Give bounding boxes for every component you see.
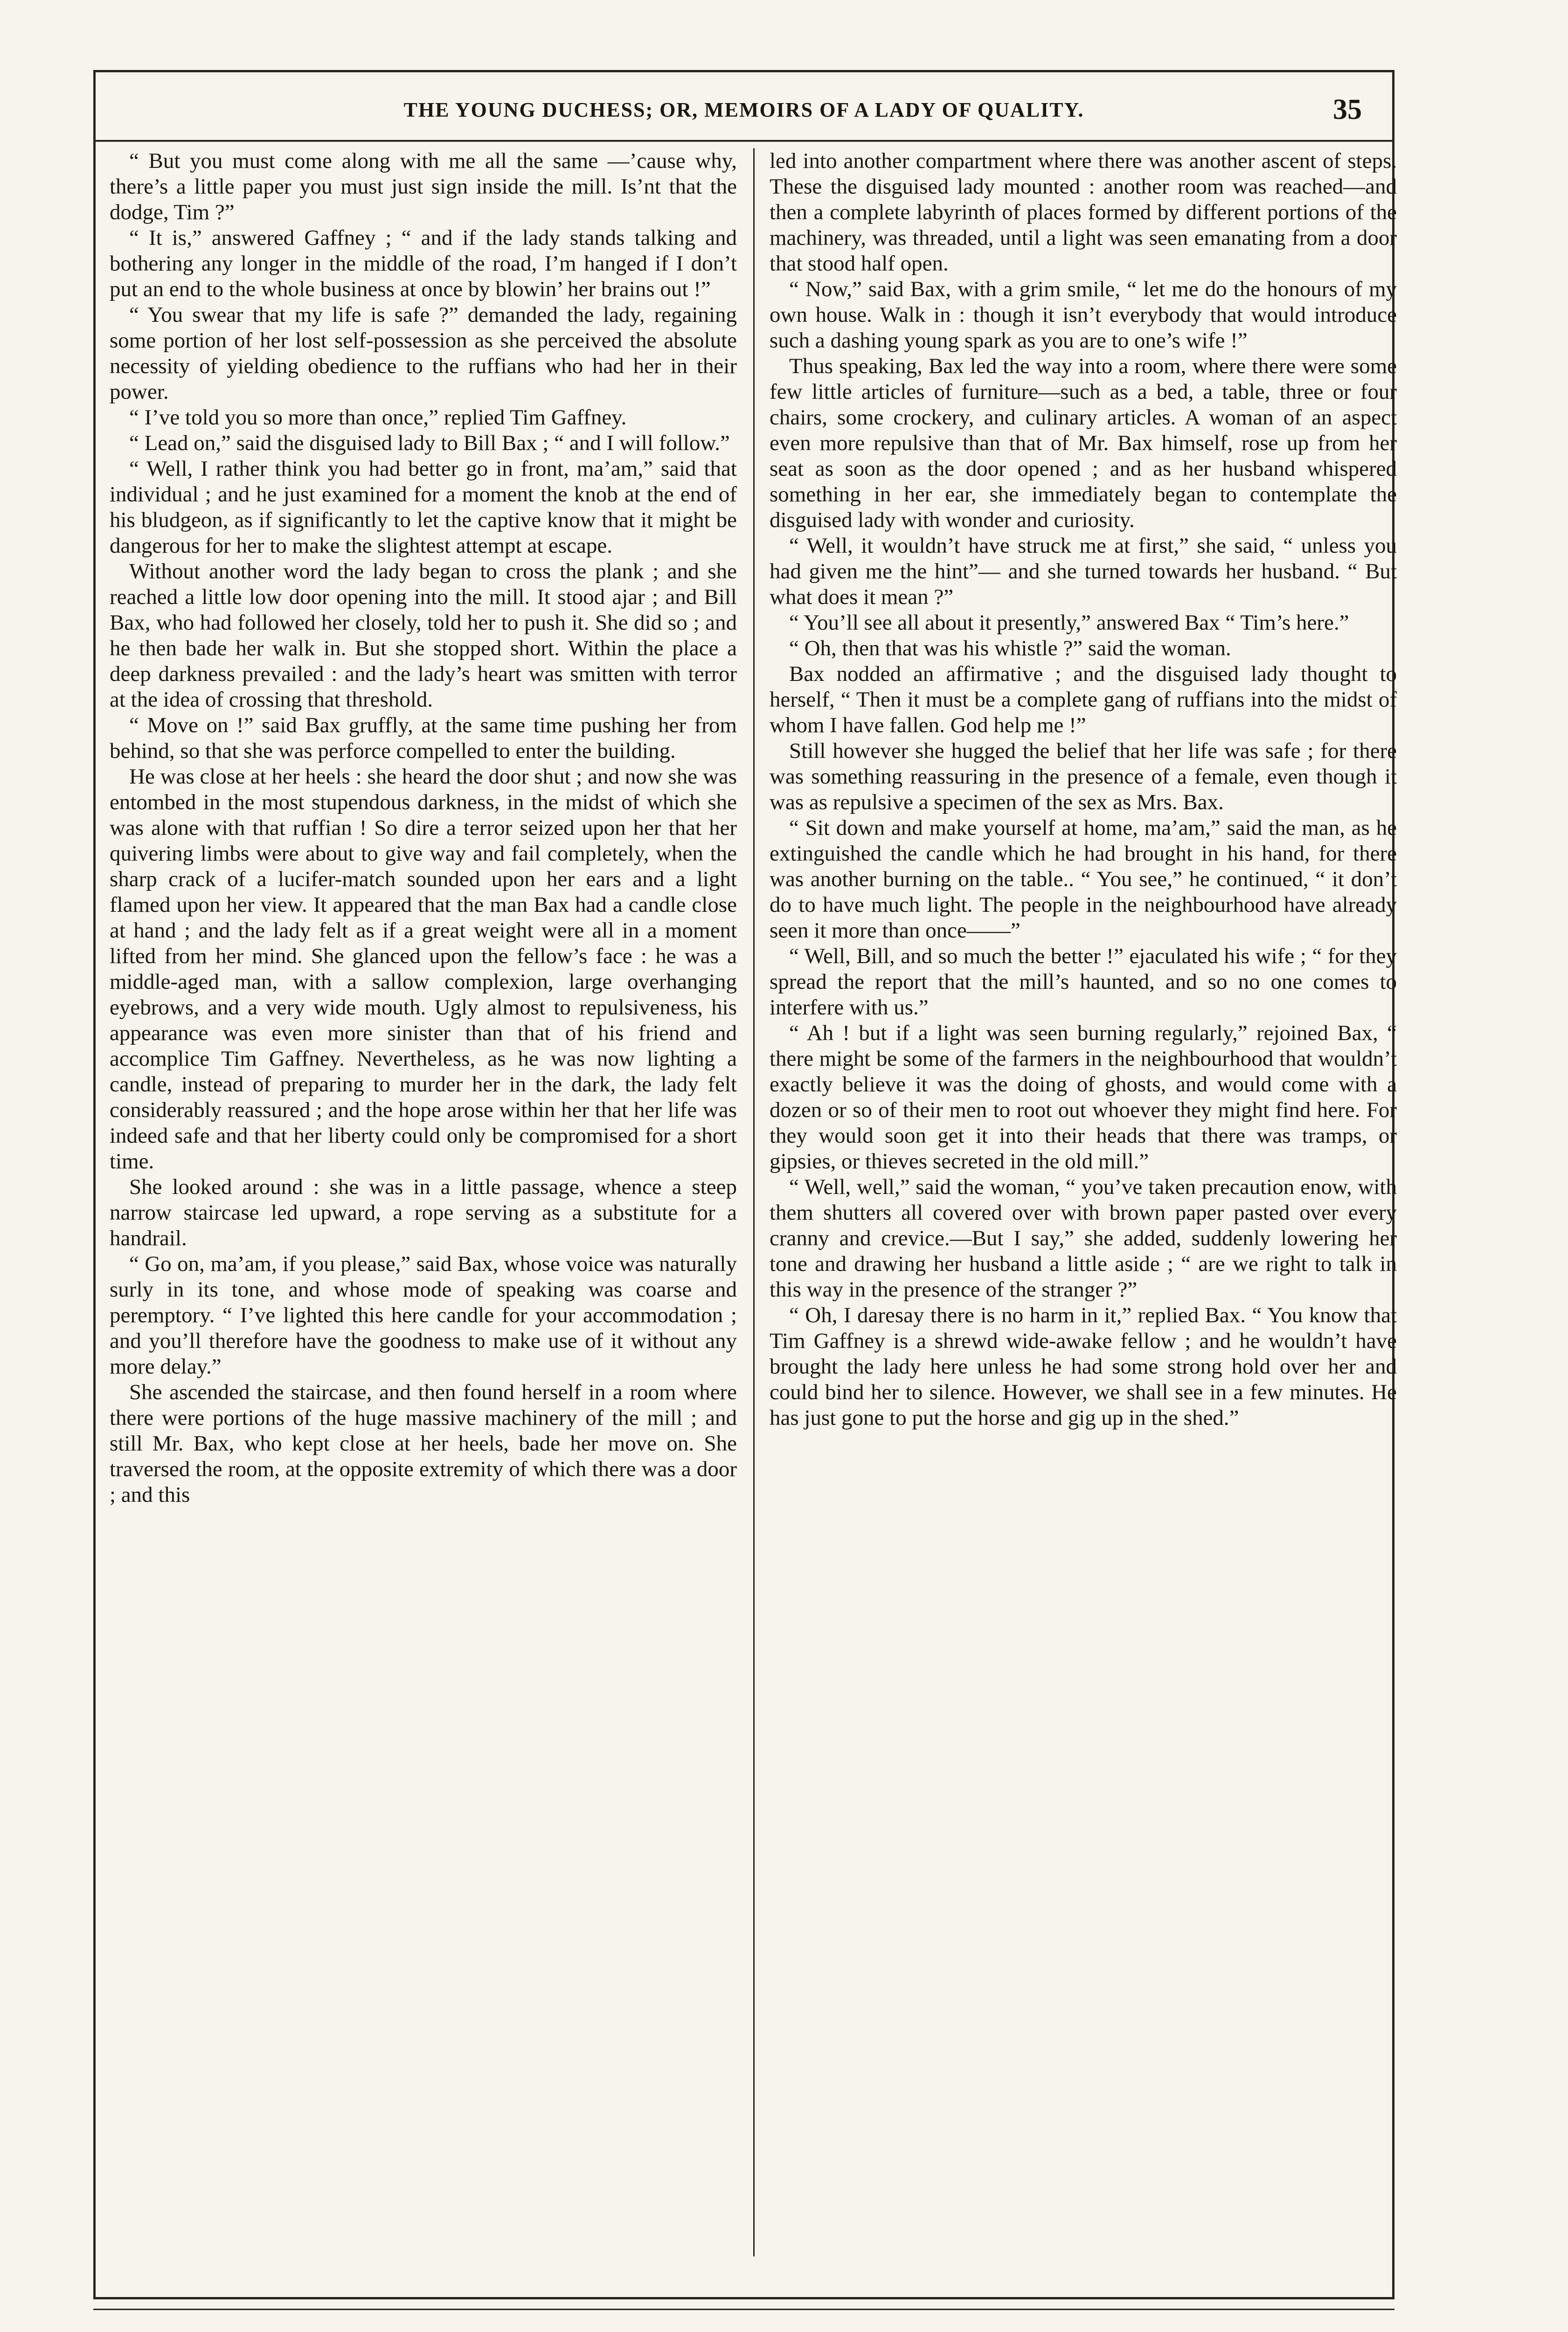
paragraph: She ascended the staircase, and then found herself in a room where there were portions of the huge massive machinery of the mill ; and still Mr. Bax, who kept close at her heels, bade her move on. She traversed the room, at the opposite extremity of which there was a door ; and this <box>110 1380 737 1507</box>
column-divider <box>753 148 755 2256</box>
paragraph: “ Oh, I daresay there is no harm in it,” replied Bax. “ You know that Tim Gaffney is a shrewd wide-awake fellow ; and he wouldn’t have brought the lady here unless he had some strong hold over her and could bind her to silence. However, we shall see in a few minutes. He has just gone to put the horse and gig up in the shed.” <box>770 1303 1397 1430</box>
paragraph: Thus speaking, Bax led the way into a room, where there were some few little articles of furniture—such as a bed, a table, three or four chairs, some crockery, and culinary articles. A woman of an aspect even more repulsive than that of Mr. Bax himself, rose up from her seat as soon as the door opened ; and as her husband whispered something in her ear, she immediately began to contemplate the disguised lady with wonder and curiosity. <box>770 354 1397 532</box>
running-title: THE YOUNG DUCHESS; OR, MEMOIRS OF A LADY OF QUALITY. <box>403 98 1084 121</box>
paragraph: “ Now,” said Bax, with a grim smile, “ let me do the honours of my own house. Walk in : though it isn’t everybody that would introduce such a dashing young spark as you are to one’s wife !” <box>770 277 1397 353</box>
paragraph: “ Sit down and make yourself at home, ma’am,” said the man, as he extinguished the candle which he had brought in his hand, for there was another burning on the table.. “ You see,” he continued, “ it don’t do to have much light. The people in the neighbourhood have already seen it more than once——” <box>770 816 1397 943</box>
paragraph: Bax nodded an affirmative ; and the disguised lady thought to herself, “ Then it must be a complete gang of ruffians into the midst of whom I have fallen. God help me !” <box>770 662 1397 737</box>
paragraph: “ But you must come along with me all the same —’cause why, there’s a little paper you must just sign inside the mill. Is’nt that the dodge, Tim ?” <box>110 149 737 224</box>
paragraph: Without another word the lady began to cross the plank ; and she reached a little low door opening into the mill. It stood ajar ; and Bill Bax, who had followed her closely, told her to push it. She did so ; and he then bade her walk in. But she stopped short. Within the place a deep darkness prevailed : and the lady’s heart was smitten with terror at the idea of crossing that threshold. <box>110 559 737 712</box>
paragraph: Still however she hugged the belief that her life was safe ; for there was something reassuring in the presence of a female, even though it was as repulsive a specimen of the sex as Mrs. Bax. <box>770 739 1397 814</box>
page-number: 35 <box>1333 94 1362 125</box>
paragraph: led into another compartment where there was another ascent of steps. These the disguised lady mounted : another room was reached—and then a complete labyrinth of places formed by different portions of the machinery, was threaded, until a light was seen emanating from a door that stood half open. <box>770 149 1397 276</box>
paragraph: “ Well, it wouldn’t have struck me at first,” she said, “ unless you had given me the hint”— and she turned towards her husband. “ But what does it mean ?” <box>770 534 1397 609</box>
paragraph: “ Well, Bill, and so much the better !” ejaculated his wife ; “ for they spread the report that the mill’s haunted, and so no one comes to interfere with us.” <box>770 944 1397 1020</box>
header-rule <box>93 140 1395 142</box>
paragraph: “ I’ve told you so more than once,” replied Tim Gaffney. <box>129 405 627 430</box>
paragraph: “ Lead on,” said the disguised lady to Bill Bax ; “ and I will follow.” <box>129 431 730 455</box>
paragraph: “ Oh, then that was his whistle ?” said the woman. <box>789 636 1231 660</box>
paragraph: “ You’ll see all about it presently,” answered Bax “ Tim’s here.” <box>789 611 1349 635</box>
paragraph: “ Ah ! but if a light was seen burning regularly,” rejoined Bax, “ there might be some of the farmers in the neighbourhood that wouldn’t exactly believe it was the doing of ghosts, and would come with a dozen or so of their men to root out whoever they might find here. For they would soon get it into their heads that there was tramps, or gipsies, or thieves secreted in the old mill.” <box>770 1021 1397 1173</box>
paragraph: “ Well, I rather think you had better go in front, ma’am,” said that individual ; and he just examined for a moment the knob at the end of his bludgeon, as if significantly to let the captive know that it might be dangerous for her to make the slightest attempt at escape. <box>110 457 737 558</box>
left-column <box>110 148 737 1508</box>
paragraph: She looked around : she was in a little passage, whence a steep narrow staircase led upward, a rope serving as a substitute for a handrail. <box>110 1175 737 1250</box>
bottom-rule <box>93 2297 1395 2299</box>
right-column <box>770 148 1397 1431</box>
paragraph: “ It is,” answered Gaffney ; “ and if the lady stands talking and bothering any longer in the middle of the road, I’m hanged if I don’t put an end to the whole business at once by blowin’ her brains out !” <box>110 226 737 301</box>
paragraph: “ You swear that my life is safe ?” demanded the lady, regaining some portion of her lost self-possession as she perceived the absolute necessity of yielding obedience to the ruffians who had her in their power. <box>110 303 737 404</box>
running-header <box>117 91 1371 133</box>
paragraph: “ Well, well,” said the woman, “ you’ve taken precaution enow, with them shutters all covered over with brown paper pasted over every cranny and crevice.—But I say,” she added, suddenly lowering her tone and drawing her husband a little aside ; “ are we right to talk in this way in the presence of the stranger ?” <box>770 1175 1397 1302</box>
paragraph: He was close at her heels : she heard the door shut ; and now she was entombed in the most stupendous darkness, in the midst of which she was alone with that ruffian ! So dire a terror seized upon her that her quivering limbs were about to give way and fail completely, when the sharp crack of a lucifer-match sounded upon her ears and a light flamed upon her view. It appeared that the man Bax had a candle close at hand ; and the lady felt as if a great weight were all in a moment lifted from her mind. She glanced upon the fellow’s face : he was a middle-aged man, with a sallow complexion, large overhanging eyebrows, and a very wide mouth. Ugly almost to repulsiveness, his appearance was even more sinister than that of his friend and accomplice Tim Gaffney. Nevertheless, as he was now lighting a candle, instead of preparing to murder her in the dark, the lady felt considerably reassured ; and the hope arose within her that her life was indeed safe and that her liberty could only be compromised for a short time. <box>110 764 737 1173</box>
paragraph: “ Move on !” said Bax gruffly, at the same time pushing her from behind, so that she was perforce compelled to enter the building. <box>110 713 737 763</box>
paragraph: “ Go on, ma’am, if you please,” said Bax, whose voice was naturally surly in its tone, and whose mode of speaking was coarse and peremptory. “ I’ve lighted this here candle for your accommodation ; and you’ll therefore have the goodness to make use of it without any more delay.” <box>110 1252 737 1379</box>
bottom-rule-secondary <box>93 2309 1395 2310</box>
